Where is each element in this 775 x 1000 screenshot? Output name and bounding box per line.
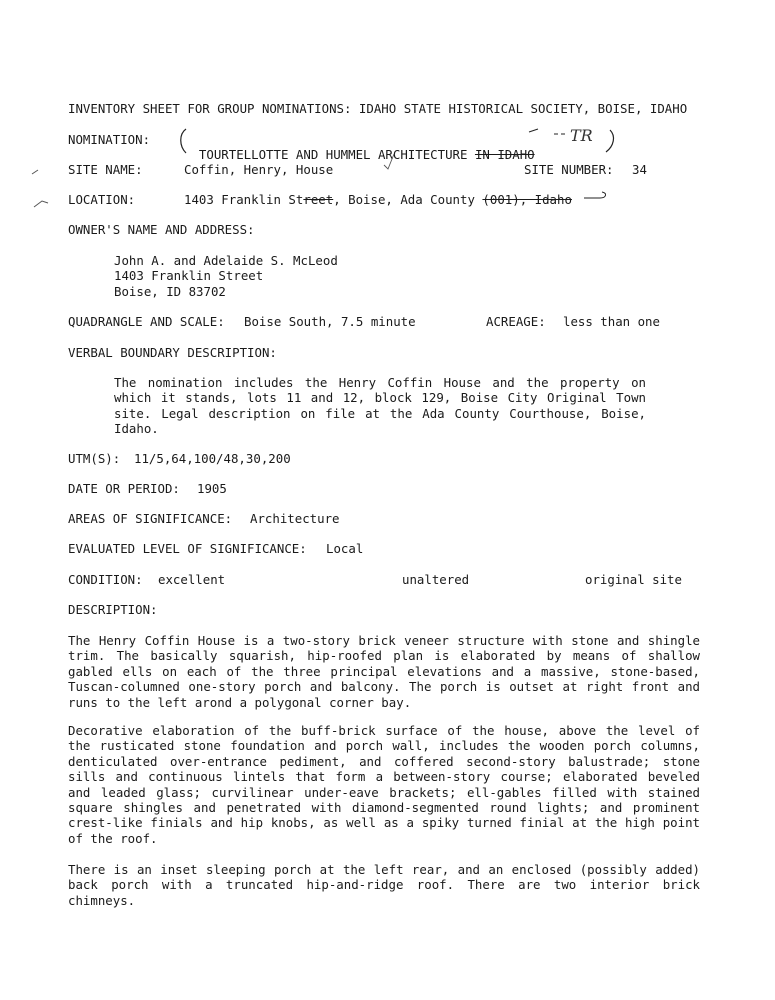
form-header: INVENTORY SHEET FOR GROUP NOMINATIONS: IDAHO STATE HISTORICAL SOCIETY, BOISE, IDAHO	[68, 101, 688, 116]
margin-check-marks	[28, 165, 58, 215]
condition-original-site: original site	[585, 572, 682, 587]
areas-value: Architecture	[250, 511, 340, 526]
nomination-struck-text: IN IDAHO	[474, 147, 535, 162]
nomination-label: NOMINATION:	[68, 132, 151, 147]
quadrangle-value: Boise South, 7.5 minute	[244, 314, 416, 329]
utm-value: 11/5,64,100/48,30,200	[134, 451, 291, 466]
site-name-label: SITE NAME:	[68, 162, 143, 177]
location-city: , Boise, Ada County	[333, 192, 475, 207]
nomination-text: TOURTELLOTTE AND HUMMEL ARCHITECTURE	[198, 147, 468, 162]
nomination-handwritten-note: TR	[570, 126, 593, 145]
owner-label: OWNER'S NAME AND ADDRESS:	[68, 222, 255, 237]
location-county-struck: (001), Idaho	[482, 192, 572, 207]
location-label: LOCATION:	[68, 192, 136, 207]
date-value: 1905	[197, 481, 227, 496]
date-label: DATE OR PERIOD:	[68, 481, 180, 496]
areas-label: AREAS OF SIGNIFICANCE:	[68, 511, 233, 526]
location-value	[184, 192, 572, 207]
site-name-tick-mark	[380, 150, 400, 174]
utm-label: UTM(S):	[68, 451, 121, 466]
owner-line-3: Boise, ID 83702	[114, 284, 226, 299]
level-label: EVALUATED LEVEL OF SIGNIFICANCE:	[68, 541, 307, 556]
owner-line-2: 1403 Franklin Street	[114, 268, 264, 283]
boundary-label: VERBAL BOUNDARY DESCRIPTION:	[68, 345, 277, 360]
condition-unaltered: unaltered	[402, 572, 470, 587]
owner-line-1: John A. and Adelaide S. McLeod	[114, 253, 338, 268]
condition-label: CONDITION:	[68, 572, 143, 587]
description-label: DESCRIPTION:	[68, 602, 158, 617]
site-number-value: 34	[632, 162, 647, 177]
description-paragraph-3: There is an inset sleeping porch at the left rear, and an enclosed (possibly added) back porch with a truncated hip-and-ridge roof. There are two interior brick chimneys.	[68, 862, 700, 908]
location-street-a: 1403 Franklin St	[184, 192, 304, 207]
description-paragraph-2: Decorative elaboration of the buff-brick surface of the house, above the level of the rusticated stone foundation and porch wall, includes the wooden porch columns, denticulated over-entrance pediment, and coffered second-story balustrade; stone sills and continuous lintels that form a between-story course; elaborated beveled and leaded glass; curvilinear under-eave brackets; ell-gables filled with stained square shingles and penetrated with diamond-segmented round lights; and prominent crest-like finials and hip knobs, as well as a spiky turned finial at the high point of the roof.	[68, 723, 700, 846]
acreage-label: ACREAGE:	[486, 314, 546, 329]
level-value: Local	[326, 541, 364, 556]
condition-excellent: excellent	[158, 572, 226, 587]
description-paragraph-1: The Henry Coffin House is a two-story brick veneer structure with stone and shingle trim. The basically squarish, hip-roofed plan is elaborated by means of shallow gabled ells on each of the three principal elevations and a massive, stone-based, Tuscan-columned one-story porch and balcony. The porch is outset at right front and runs to the left arond a polygonal corner bay.	[68, 633, 700, 710]
site-name-value: Coffin, Henry, House	[184, 162, 334, 177]
location-street-struck: reet	[303, 192, 334, 207]
acreage-value: less than one	[563, 314, 660, 329]
location-handwritten-mark	[582, 190, 612, 204]
site-number-label: SITE NUMBER:	[524, 162, 614, 177]
quadrangle-label: QUADRANGLE AND SCALE:	[68, 314, 225, 329]
boundary-text: The nomination includes the Henry Coffin House and the property on which it stands, lots 11 and 12, block 129, Boise City Original Town site. Legal description on file at the Ada County Courthouse, Boise, Idaho.	[114, 375, 646, 437]
